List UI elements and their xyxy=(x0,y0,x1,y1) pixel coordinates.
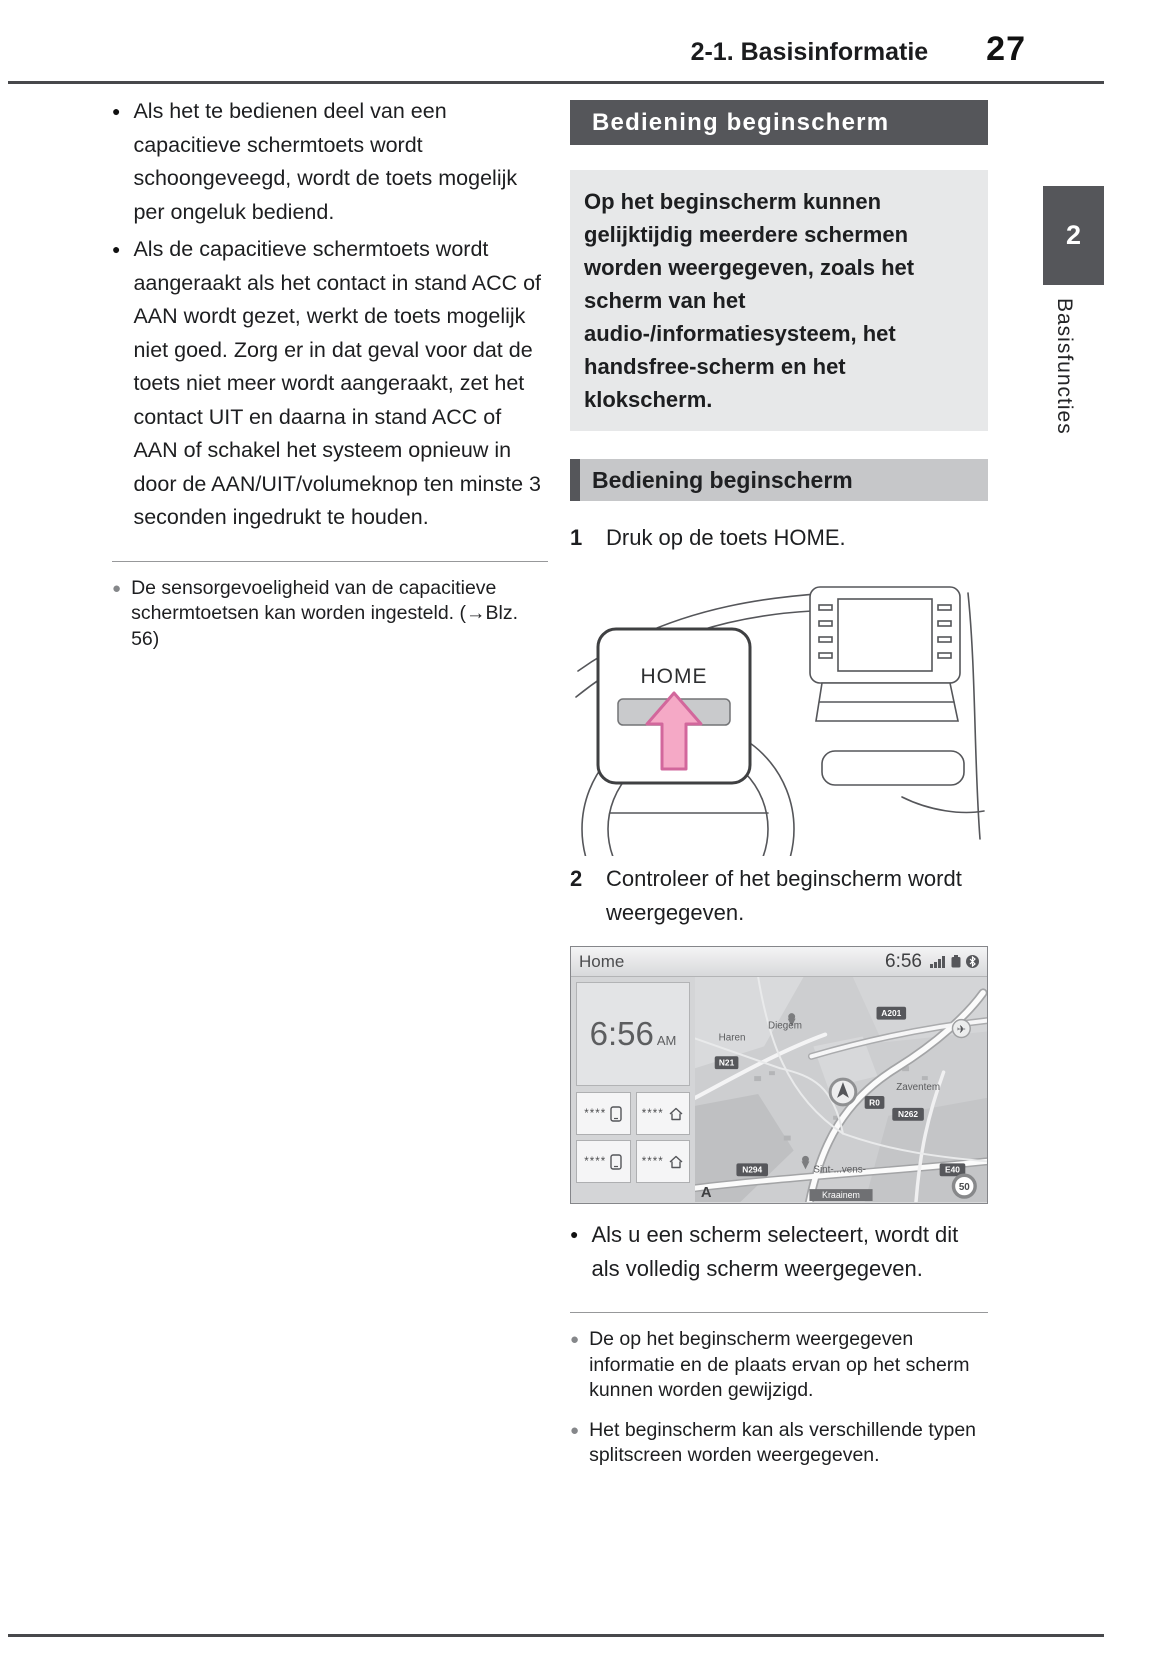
phone-icon xyxy=(610,1106,622,1122)
note-text: Het beginscherm kan als verschillende typen splitscreen worden weergegeven. xyxy=(589,1418,977,1466)
step-text: Controleer of het beginscherm wordt weergegeven. xyxy=(606,866,962,925)
phone-icon xyxy=(610,1154,622,1170)
display-unit xyxy=(810,587,960,683)
bottom-rule xyxy=(8,1634,1104,1637)
bluetooth-icon xyxy=(966,955,979,968)
bullet-icon: ● xyxy=(570,1226,579,1242)
signal-icon xyxy=(930,956,946,968)
bullet-text: Als u een scherm selecteert, wordt dit als volledig scherm weergegeven. xyxy=(591,1222,959,1281)
map-illustration xyxy=(695,977,987,1202)
widget-panel xyxy=(571,977,695,1202)
home-button-label: HOME xyxy=(640,665,708,688)
note-text: De op het beginscherm weergegeven informatie en de plaats ervan op het scherm kunnen worden gewijzigd. xyxy=(589,1328,970,1401)
dashboard-line xyxy=(968,593,980,839)
stars-label: **** xyxy=(641,1155,664,1168)
road-shield-label: N21 xyxy=(718,1057,735,1068)
road-shield-label: A201 xyxy=(881,1008,902,1019)
chapter-tab xyxy=(1043,186,1104,285)
shortcut-tile-phone[interactable] xyxy=(576,1092,631,1135)
stars-label: **** xyxy=(584,1107,607,1120)
road-shield-label: N262 xyxy=(898,1109,919,1120)
note-item xyxy=(112,576,548,653)
compass-label: A xyxy=(700,1185,712,1202)
bullet-text: Als het te bedienen deel van een capacitieve schermtoets wordt schoongeveegd, wordt de toets mogelijk per ongeluk bediend. xyxy=(133,99,518,224)
chapter-vertical-label: Basisfuncties xyxy=(1053,298,1076,435)
note-item xyxy=(570,1418,988,1469)
shortcut-tile-home[interactable] xyxy=(636,1140,691,1183)
intro-box: Op het beginscherm kunnen gelijktijdig meerdere schermen worden weergegeven, zoals het scherm van het audio-/informatiesysteem, het handsfree-scherm en het klokscherm. xyxy=(570,170,988,431)
bullet-item xyxy=(112,95,548,229)
airport-glyph: ✈ xyxy=(956,1023,966,1037)
note-divider xyxy=(570,1312,988,1313)
road-shield-label: E40 xyxy=(945,1164,960,1175)
status-bar xyxy=(571,947,987,977)
bullet-text: Als de capacitieve schermtoets wordt aangeraakt als het contact in stand ACC of AAN wordt gezet, werkt de toets mogelijk niet goed. Zorg er in dat geval voor dat de toets niet meer wordt aangeraakt, zet het contact UIT en daarna in stand ACC of AAN of schakel het systeem opnieuw in door de AAN/UIT/volumeknop ten minste 3 seconden ingedrukt te houden. xyxy=(133,237,542,529)
tray xyxy=(822,751,964,785)
section-breadcrumb: 2-1. Basisinformatie xyxy=(690,38,929,66)
step-text: Druk op de toets HOME. xyxy=(606,525,846,550)
section-subheading: Bediening beginscherm xyxy=(570,459,988,501)
status-icons xyxy=(885,951,979,973)
town-label: Diegem xyxy=(768,1020,802,1032)
note-bullet-icon: ● xyxy=(112,579,122,597)
town-label: Zaventem xyxy=(896,1081,941,1094)
town-label: Sint-...vens- xyxy=(813,1164,866,1176)
road-shield-label: R0 xyxy=(869,1097,880,1108)
home-icon xyxy=(668,1106,684,1121)
note-text: De sensorgevoeligheid van de capacitieve schermtoetsen kan worden ingesteld. (→Blz. 56) xyxy=(131,576,518,650)
dashboard-line xyxy=(902,797,984,812)
home-screen-figure xyxy=(570,946,988,1204)
place-banner-label: Kraainem xyxy=(822,1190,860,1201)
road-shield-label: N294 xyxy=(742,1164,763,1175)
bullet-icon: ● xyxy=(112,103,121,119)
map-panel[interactable] xyxy=(695,977,987,1202)
shortcut-grid xyxy=(576,1092,690,1183)
current-position-icon xyxy=(830,1079,856,1105)
note-bullet-icon: ● xyxy=(570,1331,580,1348)
clock-time: 6:56 xyxy=(589,1015,654,1052)
speed-limit-sign xyxy=(953,1175,975,1197)
home-screen-title: Home xyxy=(579,951,625,971)
top-rule xyxy=(8,81,1104,84)
stars-label: **** xyxy=(641,1107,664,1120)
dashboard-figure xyxy=(570,571,988,856)
home-screen-body xyxy=(571,977,987,1202)
left-column xyxy=(112,95,548,666)
bullet-icon: ● xyxy=(112,241,121,257)
step-number: 1 xyxy=(570,525,583,550)
status-time: 6:56 xyxy=(885,950,922,972)
step-1 xyxy=(570,521,988,555)
clock-meridiem: AM xyxy=(656,1032,677,1048)
shortcut-tile-home[interactable] xyxy=(636,1092,691,1135)
note-bullet-icon: ● xyxy=(570,1421,580,1439)
dashboard-illustration xyxy=(570,571,988,856)
home-callout xyxy=(598,629,750,783)
step-number: 2 xyxy=(570,866,583,891)
right-column xyxy=(570,100,988,1483)
bullet-item xyxy=(112,233,548,535)
step-2 xyxy=(570,862,988,930)
note-item xyxy=(570,1327,988,1404)
shortcut-tile-phone[interactable] xyxy=(576,1140,631,1183)
home-icon xyxy=(668,1154,684,1169)
clock-widget[interactable] xyxy=(576,982,690,1086)
airport-icon xyxy=(952,1020,970,1038)
section-banner: Bediening beginscherm xyxy=(570,100,988,145)
battery-icon xyxy=(951,955,961,968)
stars-label: **** xyxy=(584,1155,607,1168)
page-header xyxy=(691,30,1026,69)
note-divider xyxy=(112,561,548,562)
chapter-number: 2 xyxy=(1065,220,1082,250)
bullet-item xyxy=(570,1218,988,1286)
page-number: 27 xyxy=(986,30,1026,68)
speed-limit-label: 50 xyxy=(958,1182,970,1194)
town-label: Haren xyxy=(718,1032,746,1044)
